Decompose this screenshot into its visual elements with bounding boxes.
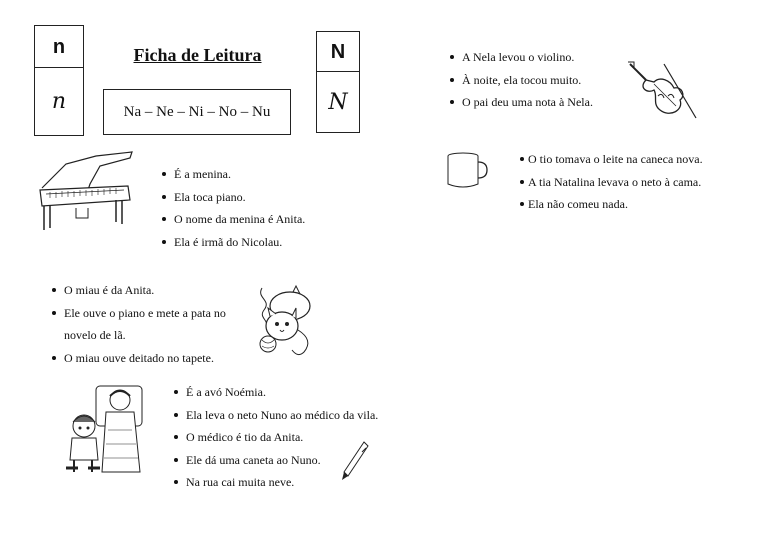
sentence: O nome da menina é Anita. [160, 208, 305, 231]
uppercase-print-box [316, 31, 360, 73]
sentence: Ela não comeu nada. [520, 193, 703, 216]
syllables-text: Na – Ne – Ni – No – Nu [123, 103, 271, 120]
sentence: A Nela levou o violino. [448, 46, 593, 69]
page-title: Ficha de Leitura [133, 45, 262, 65]
grandma-child-icon [60, 382, 148, 476]
sentence: Ele ouve o piano e mete a pata no [50, 302, 226, 325]
lowercase-print-box [34, 25, 84, 69]
sentence: Ela toca piano. [160, 186, 305, 209]
sentence: Ela é irmã do Nicolau. [160, 231, 305, 254]
sentence: À noite, ela tocou muito. [448, 69, 593, 92]
sentence: O miau é da Anita. [50, 279, 226, 302]
sentence: O pai deu uma nota à Nela. [448, 91, 593, 114]
sentence: Ele dá uma caneta ao Nuno. [172, 449, 378, 472]
cat-sentences [50, 279, 226, 369]
piano-icon [36, 148, 136, 234]
piano-sentences [160, 163, 305, 253]
uppercase-print-letter: N [330, 40, 346, 63]
lowercase-script-box [34, 67, 84, 136]
violin-icon [624, 60, 700, 126]
mug-sentences [520, 148, 703, 216]
violin-sentences [448, 46, 593, 114]
sentence-continuation [50, 324, 226, 347]
mug-icon [445, 150, 489, 190]
sentence: O médico é tio da Anita. [172, 426, 378, 449]
uppercase-script-box [316, 71, 360, 133]
sentence-continuation-text: novelo de lã. [64, 328, 126, 342]
uppercase-script-letter: N [328, 89, 348, 115]
sentence: Ela leva o neto Nuno ao médico da vila. [172, 404, 378, 427]
sentence: É a menina. [160, 163, 305, 186]
pen-icon [338, 438, 374, 484]
syllables-box [103, 89, 291, 135]
lowercase-script-letter: n [51, 89, 67, 114]
sentence: O tio tomava o leite na caneca nova. [520, 148, 703, 171]
sentence: Na rua cai muita neve. [172, 471, 378, 494]
sentence: A tia Natalina levava o neto à cama. [520, 171, 703, 194]
lowercase-print-letter: n [52, 35, 66, 58]
sentence: É a avó Noémia. [172, 381, 378, 404]
sentence: O miau ouve deitado no tapete. [50, 347, 226, 370]
cat-icon [252, 280, 322, 358]
